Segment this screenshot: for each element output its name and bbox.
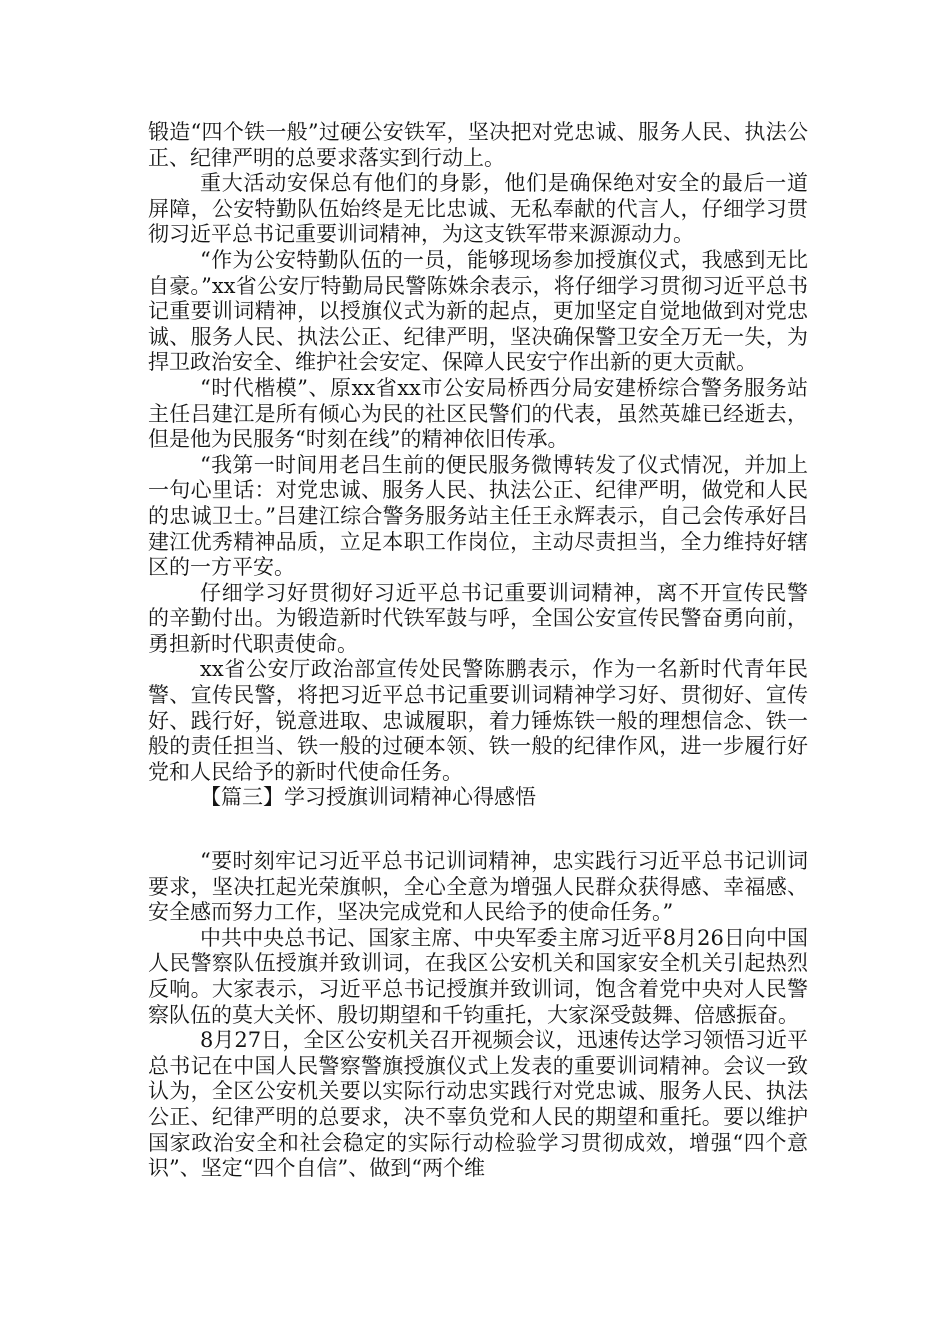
- paragraph-3: “作为公安特勤队伍的一员，能够现场参加授旗仪式，我感到无比自豪。”xx省公安厅特勤局民警陈姝余表示，将仔细学习贯彻习近平总书记重要训词精神，以授旗仪式为新的起点，更加坚定自觉地做到对党忠诚、服务人民、执法公正、纪律严明，坚决确保警卫安全万无一失，为捍卫政治安全、维护社会安定、保障人民安宁作出新的更大贡献。: [148, 247, 808, 375]
- section-spacer: [148, 811, 808, 849]
- paragraph-6: 仔细学习好贯彻好习近平总书记重要训词精神，离不开宣传民警的辛勤付出。为锻造新时代铁军鼓与呼，全国公安宣传民警奋勇向前，勇担新时代职责使命。: [148, 580, 808, 656]
- document-body: [148, 120, 808, 1182]
- paragraph-7: xx省公安厅政治部宣传处民警陈鹏表示，作为一名新时代青年民警、宣传民警，将把习近平总书记重要训词精神学习好、贯彻好、宣传好、践行好，锐意进取、忠诚履职，着力锤炼铁一般的理想信念、铁一般的责任担当、铁一般的过硬本领、铁一般的纪律作风，进一步履行好党和人民给予的新时代使命任务。: [148, 657, 808, 784]
- paragraph-4: “时代楷模”、原xx省xx市公安局桥西分局安建桥综合警务服务站主任吕建江是所有倾心为民的社区民警们的代表，虽然英雄已经逝去，但是他为民服务“时刻在线”的精神依旧传承。: [148, 375, 808, 452]
- paragraph-2: 重大活动安保总有他们的身影，他们是确保绝对安全的最后一道屏障，公安特勤队伍始终是无比忠诚、无私奉献的代言人，仔细学习贯彻习近平总书记重要训词精神，为这支铁军带来源源动力。: [148, 171, 808, 247]
- paragraph-1: 锻造“四个铁一般”过硬公安铁军，坚决把对党忠诚、服务人民、执法公正、纪律严明的总要求落实到行动上。: [148, 120, 808, 170]
- section-heading: 【篇三】学习授旗训词精神心得感悟: [200, 785, 536, 810]
- paragraph-10: 8月27日，全区公安机关召开视频会议，迅速传达学习领悟习近平总书记在中国人民警察警旗授旗仪式上发表的重要训词精神。会议一致认为，全区公安机关要以实际行动忠实践行对党忠诚、服务人民、执法公正、纪律严明的总要求，决不辜负党和人民的期望和重托。要以维护国家政治安全和社会稳定的实际行动检验学习贯彻成效，增强“四个意识”、坚定“四个自信”、做到“两个维: [148, 1028, 808, 1181]
- paragraph-5: “我第一时间用老吕生前的便民服务微博转发了仪式情况，并加上一句心里话：对党忠诚、服务人民、执法公正、纪律严明，做党和人民的忠诚卫士。”吕建江综合警务服务站主任王永辉表示，自己会传承好吕建江优秀精神品质，立足本职工作岗位，主动尽责担当，全力维持好辖区的一方平安。: [148, 452, 808, 580]
- paragraph-8: “要时刻牢记习近平总书记训词精神，忠实践行习近平总书记训词要求，坚决扛起光荣旗帜，全心全意为增强人民群众获得感、幸福感、安全感而努力工作，坚决完成党和人民给予的使命任务。”: [148, 849, 808, 925]
- paragraph-9: 中共中央总书记、国家主席、中央军委主席习近平8月26日向中国人民警察队伍授旗并致训词，在我区公安机关和国家安全机关引起热烈反响。大家表示，习近平总书记授旗并致训词，饱含着党中央对人民警察队伍的莫大关怀、殷切期望和千钧重托，大家深受鼓舞、倍感振奋。: [148, 925, 808, 1027]
